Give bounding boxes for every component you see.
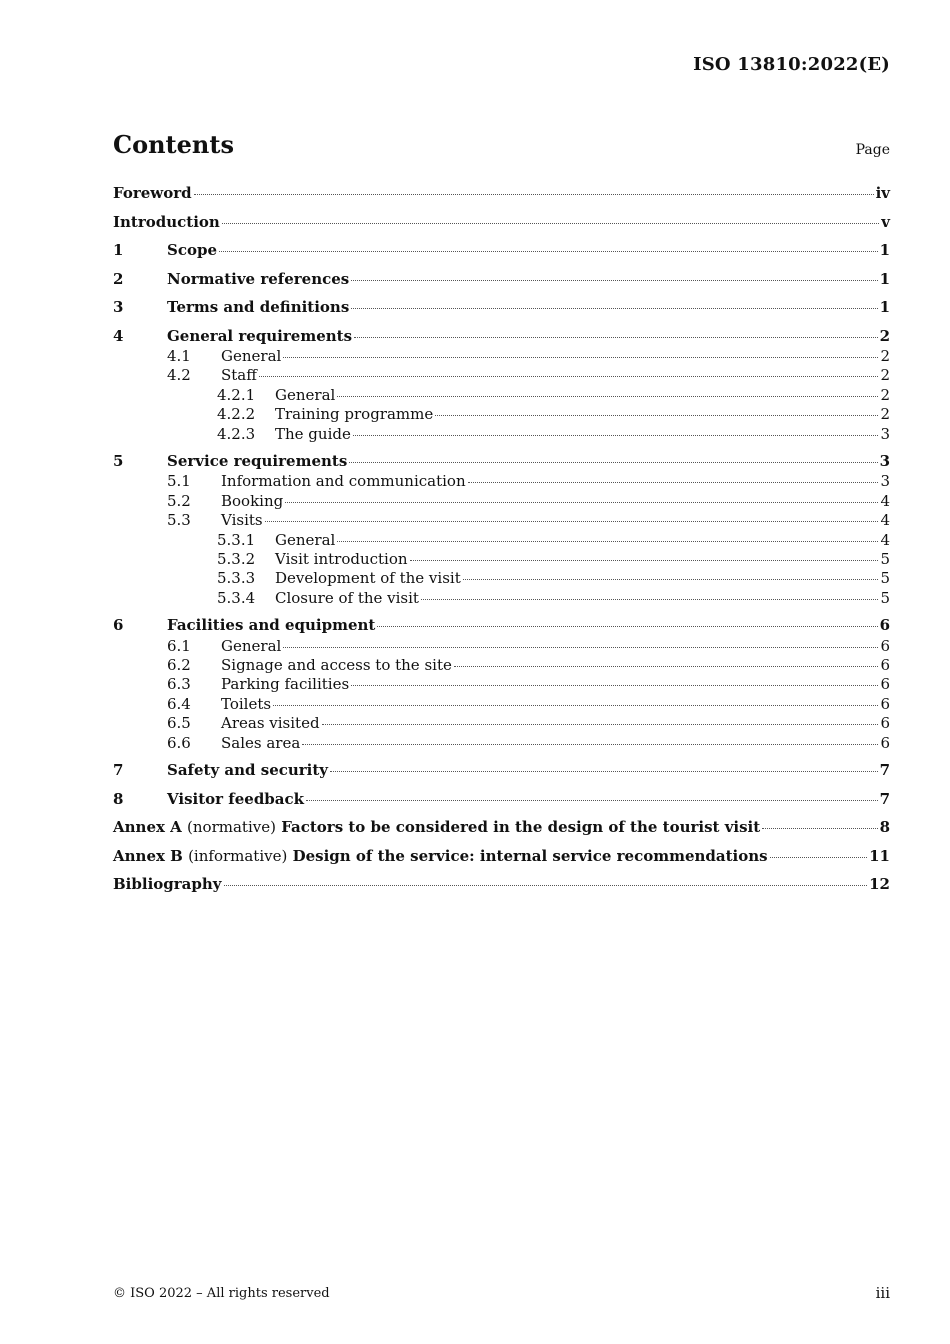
page-column-label: Page (855, 142, 890, 158)
toc-entry-title (167, 327, 352, 345)
toc-entry-text: Design of the service: internal service recommendations (292, 846, 768, 865)
toc-entry-text: Staff (221, 366, 257, 385)
annex-label: Annex B (113, 846, 183, 865)
dot-leader (302, 744, 878, 745)
toc-entry-page: 3 (880, 472, 890, 491)
toc-entry-page: 2 (879, 326, 890, 345)
toc-entry-page: 1 (879, 269, 890, 288)
dot-leader (377, 626, 877, 627)
toc-entry-number: 4.2.3 (217, 424, 256, 443)
toc-entry[interactable] (113, 550, 890, 569)
page-number: iii (875, 1284, 890, 1302)
dot-leader (219, 251, 878, 252)
toc-entry[interactable] (113, 366, 890, 385)
toc-entry-number: 2 (113, 269, 124, 288)
dot-leader (337, 541, 878, 542)
toc-entry-text: General (221, 636, 282, 655)
toc-entry-number: 5.3.1 (217, 530, 256, 549)
toc-entry[interactable] (113, 589, 890, 608)
toc-entry-number: 4.2.1 (217, 385, 256, 404)
toc-entry-number: 5.3.2 (217, 550, 256, 569)
toc-entry[interactable] (113, 298, 890, 319)
toc-entry-title (167, 790, 304, 808)
toc-entry-title (221, 511, 263, 529)
toc-entry-page: 5 (880, 550, 890, 569)
toc-entry-text: General requirements (167, 326, 353, 345)
toc-entry-number: 4.2.2 (217, 405, 256, 424)
dot-leader (351, 280, 877, 281)
toc-entry-number: 5 (113, 451, 124, 470)
toc-entry-page: 5 (880, 569, 890, 588)
toc-entry-title (275, 531, 335, 549)
toc-entry-text: Facilities and equipment (167, 616, 376, 635)
toc-entry-number: 3 (113, 298, 124, 316)
toc-entry-number: 6.3 (167, 675, 191, 694)
toc-entry[interactable] (113, 761, 890, 782)
toc-entry-page: 1 (879, 241, 890, 259)
toc-entry[interactable] (113, 656, 890, 675)
toc-entry-page: iv (875, 184, 890, 202)
toc-entry-title (221, 675, 349, 693)
toc-entry-text: Training programme (275, 405, 434, 424)
dot-leader (354, 337, 878, 338)
toc-entry-page: 3 (880, 424, 890, 443)
toc-entry-page: 8 (879, 818, 890, 837)
toc-entry[interactable] (113, 847, 890, 868)
toc-entry[interactable] (113, 531, 890, 550)
toc-entry-page: 6 (880, 675, 890, 694)
toc-entry[interactable] (113, 569, 890, 588)
dot-leader (330, 771, 878, 772)
toc-entry-number: 4.2 (167, 366, 191, 385)
toc-entry[interactable] (113, 452, 890, 473)
dot-leader (770, 857, 868, 858)
toc-entry-text: General (275, 385, 336, 404)
toc-entry-page: 12 (869, 875, 890, 894)
toc-entry-text: Closure of the visit (275, 588, 419, 607)
toc-entry[interactable] (113, 511, 890, 530)
toc-entry-text: General (221, 347, 282, 365)
toc-entry-page: 2 (880, 366, 890, 385)
toc-entry-page: 6 (880, 714, 890, 733)
toc-entry-text: Toilets (221, 694, 272, 713)
toc-entry-number: 7 (113, 761, 124, 780)
dot-leader (222, 223, 879, 224)
toc-entry-title (221, 637, 281, 655)
dot-leader (322, 724, 879, 725)
dot-leader (762, 828, 877, 829)
toc-entry-number: 5.3.3 (217, 569, 256, 588)
toc-entry[interactable] (113, 241, 890, 262)
annex-qualifier: (informative) (188, 846, 288, 865)
toc-entry-number: 6.2 (167, 656, 191, 675)
copyright-notice: © ISO 2022 – All rights reserved (113, 1286, 330, 1301)
toc-entry-number: 5.1 (167, 472, 191, 491)
dot-leader (224, 885, 868, 886)
toc-entry-title (113, 213, 220, 231)
toc-entry-number: 6.1 (167, 636, 191, 655)
toc-entry-text: Bibliography (113, 875, 222, 894)
toc-entry[interactable] (113, 270, 890, 291)
toc-entry-title (167, 298, 349, 316)
dot-leader (259, 376, 879, 377)
toc-entry-title (113, 184, 192, 202)
toc-entry-text: Parking facilities (221, 675, 350, 694)
dot-leader (353, 435, 879, 436)
toc-entry-text: Safety and security (167, 761, 329, 780)
dot-leader (283, 647, 878, 648)
toc-entry-text: Visit introduction (275, 550, 408, 569)
toc-entry-title (113, 875, 222, 893)
toc-entry-text: Sales area (221, 733, 301, 752)
toc-entry-text: Foreword (113, 184, 192, 202)
toc-entry-page: v (881, 212, 890, 231)
toc-entry-title (275, 589, 419, 607)
dot-leader (435, 415, 878, 416)
toc-entry-number: 4.1 (167, 347, 191, 365)
toc-entry-title (275, 405, 433, 423)
toc-entry-title (167, 452, 347, 470)
toc-entry-text: Service requirements (167, 451, 348, 470)
dot-leader (285, 502, 878, 503)
dot-leader (273, 705, 878, 706)
toc-entry-page: 6 (880, 694, 890, 713)
toc-entry-page: 6 (879, 616, 890, 635)
toc-entry-text: Normative references (167, 269, 350, 288)
toc-entry[interactable] (113, 327, 890, 348)
toc-entry[interactable] (113, 818, 890, 839)
dot-leader (265, 521, 879, 522)
toc-entry[interactable] (113, 637, 890, 656)
toc-entry[interactable] (113, 616, 890, 637)
toc-entry-page: 6 (880, 733, 890, 752)
toc-entry-page: 6 (880, 636, 890, 655)
toc-entry-text: Booking (221, 491, 284, 510)
toc-entry-page: 7 (879, 789, 890, 808)
toc-entry-page: 4 (880, 491, 890, 510)
toc-entry-page: 2 (880, 405, 890, 424)
toc-entry[interactable] (113, 875, 890, 896)
toc-entry-title (221, 472, 466, 490)
toc-entry[interactable] (113, 734, 890, 753)
dot-leader (463, 579, 879, 580)
toc-entry-page: 3 (879, 451, 890, 470)
dot-leader (283, 357, 878, 358)
toc-entry[interactable] (113, 425, 890, 444)
dot-leader (351, 308, 877, 309)
toc-entry-title (275, 550, 408, 568)
toc-entry-text: Areas visited (221, 714, 320, 733)
dot-leader (454, 666, 879, 667)
toc-entry-title (221, 656, 452, 674)
toc-entry[interactable] (113, 675, 890, 694)
toc-entry-page: 2 (880, 347, 890, 365)
dot-leader (306, 800, 878, 801)
toc-entry[interactable] (113, 695, 890, 714)
toc-entry-number: 6.6 (167, 733, 191, 752)
toc-entry[interactable] (113, 347, 890, 366)
toc-entry[interactable] (113, 790, 890, 811)
toc-entry-title (113, 818, 760, 836)
standard-identifier: ISO 13810:2022(E) (693, 54, 890, 75)
toc-entry-page: 1 (879, 298, 890, 316)
toc-entry[interactable] (113, 213, 890, 234)
dot-leader (468, 482, 879, 483)
toc-entry[interactable] (113, 184, 890, 205)
toc-entry-text: General (275, 530, 336, 549)
toc-entry-page: 11 (869, 846, 890, 865)
toc-entry-title (167, 761, 328, 779)
toc-entry[interactable] (113, 492, 890, 511)
toc-entry-number: 4 (113, 326, 124, 345)
toc-entry[interactable] (113, 405, 890, 424)
dot-leader (421, 599, 878, 600)
toc-entry-text: Development of the visit (275, 569, 461, 588)
toc-entry-page: 7 (879, 761, 890, 780)
toc-entry-title (275, 386, 335, 404)
toc-entry-title (275, 569, 461, 587)
table-of-contents (113, 184, 890, 896)
toc-entry-text: Information and communication (221, 472, 466, 491)
dot-leader (351, 685, 878, 686)
contents-title: Contents (113, 130, 234, 159)
toc-entry-number: 5.3 (167, 511, 191, 530)
toc-entry-title (167, 616, 375, 634)
dot-leader (349, 462, 877, 463)
toc-entry-page: 6 (880, 656, 890, 675)
toc-entry-number: 1 (113, 241, 124, 259)
annex-qualifier: (normative) (187, 818, 276, 837)
toc-entry-page: 4 (880, 511, 890, 530)
toc-entry-text: Terms and definitions (167, 298, 350, 316)
toc-entry-number: 6.5 (167, 714, 191, 733)
toc-entry-number: 8 (113, 789, 124, 808)
toc-entry-title (167, 241, 217, 259)
toc-entry-title (113, 847, 768, 865)
toc-entry-number: 6 (113, 616, 124, 635)
dot-leader (410, 560, 879, 561)
annex-label: Annex A (113, 818, 182, 837)
toc-entry-page: 5 (880, 588, 890, 607)
toc-entry-text: Signage and access to the site (221, 656, 452, 675)
dot-leader (337, 396, 878, 397)
toc-entry-text: The guide (275, 424, 351, 443)
toc-entry-title (221, 695, 271, 713)
toc-entry-title (221, 347, 281, 365)
toc-entry[interactable] (113, 386, 890, 405)
toc-entry-number: 5.3.4 (217, 588, 256, 607)
toc-entry[interactable] (113, 714, 890, 733)
toc-entry-number: 5.2 (167, 491, 191, 510)
toc-entry-title (275, 425, 351, 443)
toc-entry-title (221, 714, 320, 732)
toc-entry-title (221, 366, 257, 384)
toc-entry-page: 2 (880, 385, 890, 404)
dot-leader (194, 194, 874, 195)
toc-entry-title (167, 270, 349, 288)
toc-entry-number: 6.4 (167, 694, 191, 713)
toc-entry-text: Factors to be considered in the design of the tourist visit (281, 818, 761, 837)
toc-entry-page: 4 (880, 530, 890, 549)
toc-entry-title (221, 734, 300, 752)
toc-entry-text: Visits (221, 511, 263, 530)
toc-entry-text: Visitor feedback (167, 789, 305, 808)
toc-entry[interactable] (113, 472, 890, 491)
toc-entry-text: Scope (167, 241, 218, 259)
toc-entry-title (221, 492, 283, 510)
toc-entry-text: Introduction (113, 212, 220, 231)
